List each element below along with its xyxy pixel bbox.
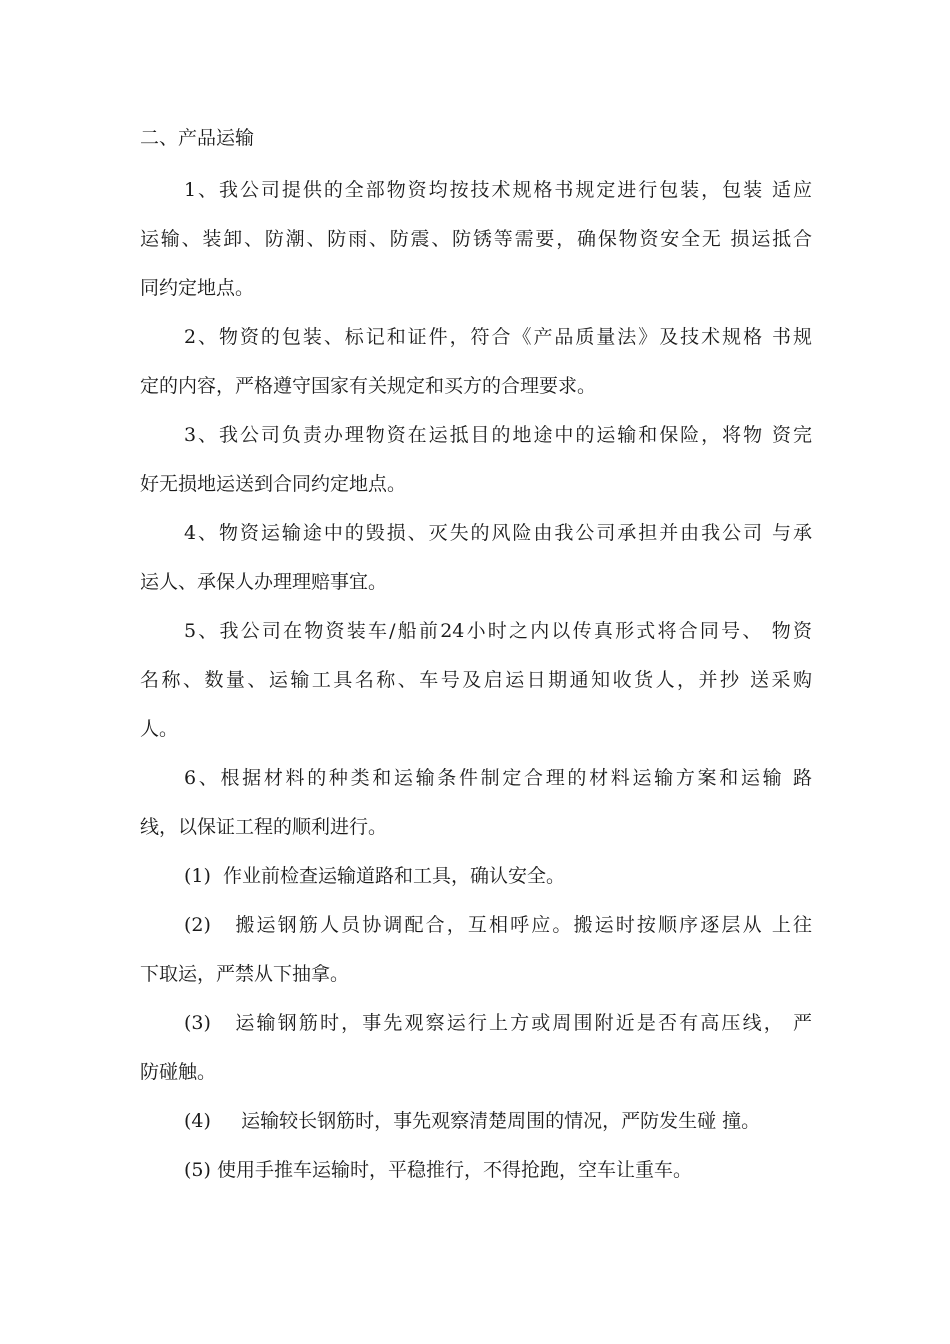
paragraph-6-line-1: 6、根据材料的种类和运输条件制定合理的材料运输方案和运输 路 [184, 767, 812, 789]
paragraph-5-line-3: 人。 [140, 718, 179, 740]
paragraph-6-line-2: 线，以保证工程的顺利进行。 [140, 816, 388, 838]
sub-item-5: (5) 使用手推车运输时，平稳推行，不得抢跑，空车让重车。 [184, 1159, 692, 1181]
sub-item-2-line-1: (2) 搬运钢筋人员协调配合，互相呼应。搬运时按顺序逐层从 上往 [184, 914, 812, 936]
paragraph-2-line-1: 2、物资的包装、标记和证件，符合《产品质量法》及技术规格 书规 [184, 326, 812, 348]
paragraph-1-line-2: 运输、装卸、防潮、防雨、防震、防锈等需要，确保物资安全无 损运抵合 [140, 228, 812, 250]
sub-item-4: (4) 运输较长钢筋时，事先观察清楚周围的情况，严防发生碰 撞。 [184, 1110, 761, 1132]
paragraph-3-line-1: 3、我公司负责办理物资在运抵目的地途中的运输和保险，将物 资完 [184, 424, 812, 446]
sub-item-3-line-2: 防碰触。 [140, 1061, 217, 1083]
paragraph-4-line-2: 运人、承保人办理理赔事宜。 [140, 571, 388, 593]
paragraph-4-line-1: 4、物资运输途中的毁损、灭失的风险由我公司承担并由我公司 与承 [184, 522, 812, 544]
paragraph-3-line-2: 好无损地运送到合同约定地点。 [140, 473, 407, 495]
paragraph-5-line-2: 名称、数量、运输工具名称、车号及启运日期通知收货人，并抄 送采购 [140, 669, 812, 691]
paragraph-1-line-3: 同约定地点。 [140, 277, 255, 299]
sub-item-1: (1) 作业前检查运输道路和工具，确认安全。 [184, 865, 565, 887]
paragraph-2-line-2: 定的内容，严格遵守国家有关规定和买方的合理要求。 [140, 375, 597, 397]
section-heading: 二、产品运输 [140, 127, 255, 149]
paragraph-5-line-1: 5、我公司在物资装车/船前24小时之内以传真形式将合同号、 物资 [184, 620, 812, 642]
paragraph-1-line-1: 1、我公司提供的全部物资均按技术规格书规定进行包装，包装 适应 [184, 179, 812, 201]
sub-item-3-line-1: (3) 运输钢筋时，事先观察运行上方或周围附近是否有高压线， 严 [184, 1012, 812, 1034]
sub-item-2-line-2: 下取运，严禁从下抽拿。 [140, 963, 350, 985]
